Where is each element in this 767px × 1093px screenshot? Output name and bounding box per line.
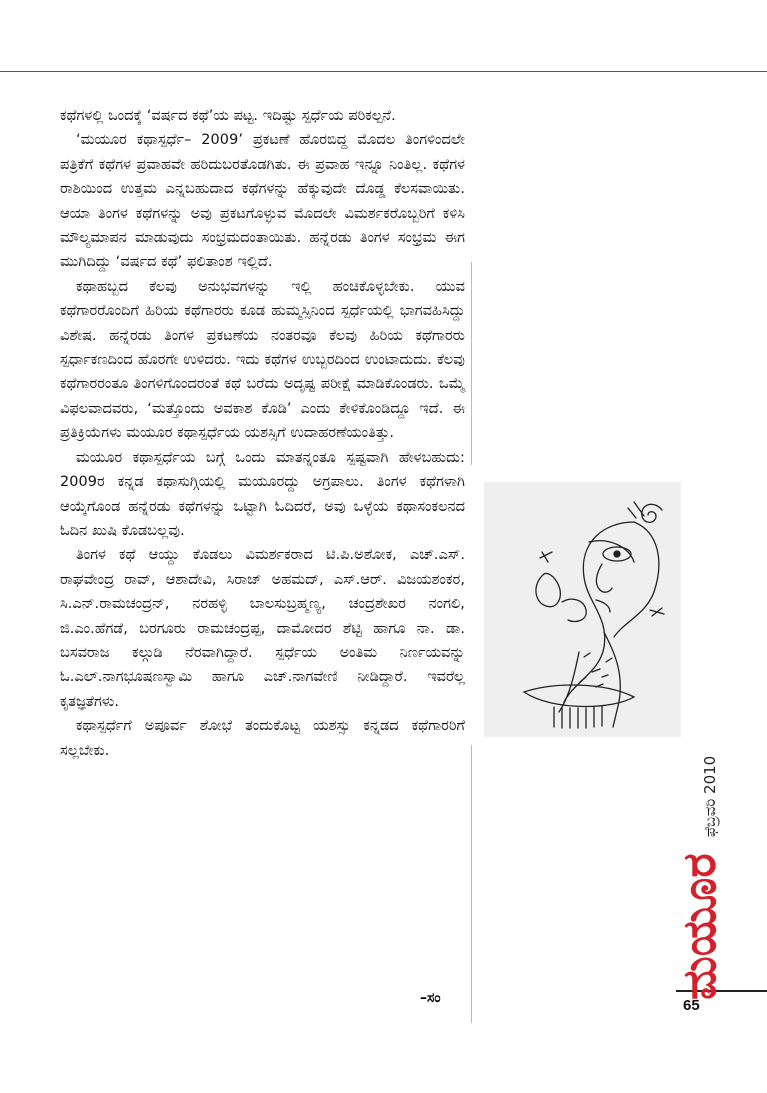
column-divider-lower [471, 745, 472, 1023]
magazine-name: ಮಯೂರ [672, 853, 726, 1000]
face-sketch-drawing [484, 482, 681, 737]
editor-signoff: –ಸಂ [420, 990, 441, 1006]
article-paragraph: ತಿಂಗಳ ಕಥೆ ಆಯ್ದು ಕೊಡಲು ವಿಮರ್ಶಕರಾದ ಟಿ.ಪಿ.ಅಶೋಕ, ಎಚ್.ಎಸ್. ರಾಘವೇಂದ್ರ ರಾವ್, ಆಶಾದೇವಿ, ಸಿರಾಜ್ ಅಹಮದ್, ಎಸ್.ಆರ್. ವಿಜಯಶಂಕರ, ಸಿ.ಎನ್.ರಾಮಚಂದ್ರನ್, ನರಹಳ್ಳಿ ಬಾಲಸುಬ್ರಹ್ಮಣ್ಯ, ಚಂದ್ರಶೇಖರ ನಂಗಲಿ, ಜಿ.ಎಂ.ಹೆಗಡೆ, ಬರಗೂರು ರಾಮಚಂದ್ರಪ್ಪ, ದಾಮೋದರ ಶೆಟ್ಟಿ ಹಾಗೂ ನಾ. ಡಾ. ಬಸವರಾಜ ಕಲ್ಗುಡಿ ನೆರವಾಗಿದ್ದಾರೆ. ಸ್ಪರ್ಧೆಯ ಅಂತಿಮ ನಿರ್ಣಯವನ್ನು ಓ.ಎಲ್.ನಾಗಭೂಷಣಸ್ವಾಮಿ ಹಾಗೂ ಎಚ್.ನಾಗವೇಣಿ ನೀಡಿದ್ದಾರೆ. ಇವರೆಲ್ಲ ಕೃತಜ್ಞತೆಗಳು. [60, 547, 465, 710]
header-rule [0, 71, 767, 72]
issue-date: ಫೆಬ್ರವರಿ 2010 [701, 755, 719, 838]
magazine-masthead-vertical [672, 755, 726, 1000]
article-body [60, 104, 465, 763]
column-divider-upper [471, 262, 472, 465]
page-number: 65 [683, 997, 700, 1014]
article-paragraph: ‘ಮಯೂರ ಕಥಾಸ್ಪರ್ಧೆ– 2009’ ಪ್ರಕಟಣೆ ಹೊರಬಿದ್ದ ಮೊದಲ ತಿಂಗಳಿಂದಲೇ ಪತ್ರಿಕೆಗೆ ಕಥೆಗಳ ಪ್ರವಾಹವೇ ಹರಿದುಬರತೊಡಗಿತು. ಈ ಪ್ರವಾಹ ಇನ್ನೂ ನಿಂತಿಲ್ಲ. ಕಥೆಗಳ ರಾಶಿಯಿಂದ ಉತ್ತಮ ಎನ್ನಬಹುದಾದ ಕಥೆಗಳನ್ನು ಹೆಕ್ಕುವುದೇ ದೊಡ್ಡ ಕೆಲಸವಾಯಿತು. ಆಯಾ ತಿಂಗಳ ಕಥೆಗಳನ್ನು ಅವು ಪ್ರಕಟಗೊಳ್ಳುವ ಮೊದಲೇ ವಿಮರ್ಶಕರೊಬ್ಬರಿಗೆ ಕಳಿಸಿ ಮೌಲ್ಯಮಾಪನ ಮಾಡುವುದು ಸಂಭ್ರಮದಂತಾಯಿತು. ಹನ್ನೆರಡು ತಿಂಗಳ ಸಂಭ್ರಮ ಈಗ ಮುಗಿದಿದ್ದು ‘ವರ್ಷದ ಕಥೆ’ ಫಲಿತಾಂಶ ಇಲ್ಲಿದೆ. [60, 132, 465, 271]
article-paragraph: ಕಥೆಗಳಲ್ಲಿ ಒಂದಕ್ಕೆ ‘ವರ್ಷದ ಕಥೆ’ಯ ಪಟ್ಟ. ಇದಿಷ್ಟು ಸ್ಪರ್ಧೆಯ ಪರಿಕಲ್ಪನೆ. [60, 108, 396, 124]
article-paragraph: ಮಯೂರ ಕಥಾಸ್ಪರ್ಧೆಯ ಬಗ್ಗೆ ಒಂದು ಮಾತನ್ನಂತೂ ಸ್ಪಷ್ಟವಾಗಿ ಹೇಳಬಹುದು: 2009ರ ಕನ್ನಡ ಕಥಾಸುಗ್ಗಿಯಲ್ಲಿ ಮಯೂರದ್ದು ಅಗ್ರಪಾಲು. ತಿಂಗಳ ಕಥೆಗಳಾಗಿ ಆಯ್ಕೆಗೊಂಡ ಹನ್ನೆರಡು ಕಥೆಗಳನ್ನು ಒಟ್ಟಾಗಿ ಓದಿದರೆ, ಅವು ಒಳ್ಳೆಯ ಕಥಾಸಂಕಲನದ ಓದಿನ ಖುಷಿ ಕೊಡಬಲ್ಲವು. [60, 449, 465, 539]
article-paragraph: ಕಥಾಸ್ಪರ್ಧೆಗೆ ಅಪೂರ್ವ ಶೋಭೆ ತಂದುಕೊಟ್ಟ ಯಶಸ್ಸು ಕನ್ನಡದ ಕಥೆಗಾರರಿಗೆ ಸಲ್ಲಬೇಕು. [60, 718, 465, 759]
line-art-illustration [484, 482, 681, 737]
article-paragraph: ಕಥಾಹಬ್ಬದ ಕೆಲವು ಅನುಭವಗಳನ್ನು ಇಲ್ಲಿ ಹಂಚಿಕೊಳ್ಳಬೇಕು. ಯುವ ಕಥೆಗಾರರೊಂದಿಗೆ ಹಿರಿಯ ಕಥೆಗಾರರು ಕೂಡ ಹುಮ್ಮಸ್ಸಿನಿಂದ ಸ್ಪರ್ಧೆಯಲ್ಲಿ ಭಾಗವಹಿಸಿದ್ದು ವಿಶೇಷ. ಹನ್ನೆರಡು ತಿಂಗಳ ಪ್ರಕಟಣೆಯ ನಂತರವೂ ಕೆಲವು ಹಿರಿಯ ಕಥೆಗಾರರು ಸ್ಪರ್ಧಾಕಣದಿಂದ ಹೊರಗೇ ಉಳಿದರು. ಇದು ಕಥೆಗಳ ಉಬ್ಬರದಿಂದ ಉಂಟಾದುದು. ಕೆಲವು ಕಥೆಗಾರರಂತೂ ತಿಂಗಳಿಗೊಂದರಂತೆ ಕಥೆ ಬರೆದು ಅದೃಷ್ಟ ಪರೀಕ್ಷೆ ಮಾಡಿಕೊಂಡರು. ಒಮ್ಮೆ ವಿಫಲವಾದವರು, ‘ಮತ್ತೊಂದು ಅವಕಾಶ ಕೊಡಿ’ ಎಂದು ಕೇಳಿಕೊಂಡಿದ್ದೂ ಇದೆ. ಈ ಪ್ರತಿಕ್ರಿಯೆಗಳು ಮಯೂರ ಕಥಾಸ್ಪರ್ಧೆಯ ಯಶಸ್ಸಿಗೆ ಉದಾಹರಣೆಯಂತಿತ್ತು. [60, 278, 465, 442]
